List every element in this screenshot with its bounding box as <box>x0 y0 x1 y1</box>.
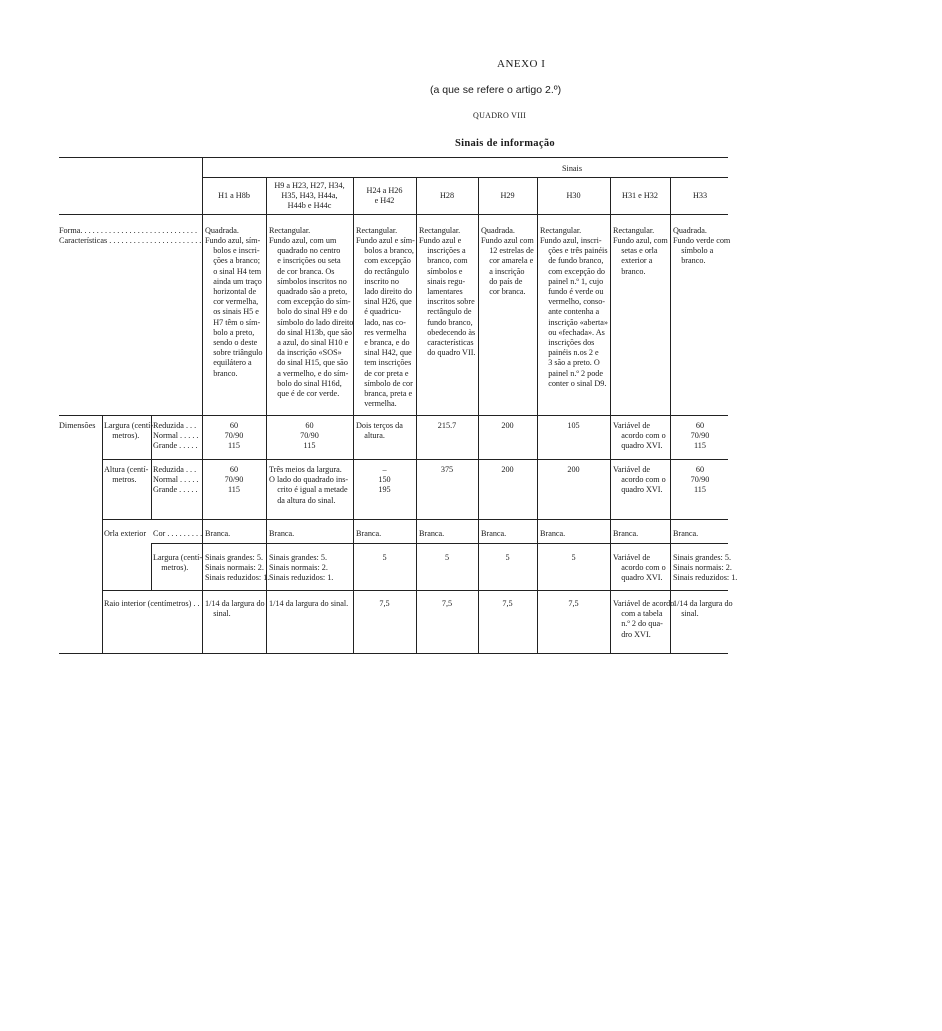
row-label-cor: Cor . . . . . . . . . <box>153 529 203 538</box>
row-label-orla-exterior: Orla exterior <box>104 529 147 538</box>
cell-forma: Rectangular. <box>356 226 398 235</box>
cell-altura: 150 <box>378 475 391 484</box>
cell-altura: Variável de acordo com o quadro XVI. <box>613 465 666 495</box>
cell-caracteristicas: Fundo azul, sím- bolos e inscri- ções a branco; o sinal H4 tem ainda um traço horizontal de cor vermelha, os sinais H5 e H7 têm o sím- bolo a preto, sendo o deste sobre triângulo equilátero a branco. <box>205 236 263 378</box>
cell-orla-largura: 5 <box>444 553 450 562</box>
header-bottom-border <box>59 214 728 215</box>
col-divider <box>537 177 538 653</box>
cell-orla-largura: Sinais grandes: 5. Sinais normais: 2. Sinais reduzidos: 1. <box>269 553 334 583</box>
cell-largura: 60 <box>695 421 705 430</box>
cell-altura: 70/90 <box>224 475 244 484</box>
cell-cor: Branca. <box>269 529 295 538</box>
cell-largura: 70/90 <box>300 431 319 440</box>
table-top-border <box>59 157 728 158</box>
row-label-forma: Forma. . . . . . . . . . . . . . . . . . . . . . . . . . . . . <box>59 226 198 235</box>
cell-orla-largura: 5 <box>382 553 387 562</box>
cell-forma: Quadrada. <box>205 226 239 235</box>
group-header-sinais: Sinais <box>561 164 583 173</box>
cell-altura: Três meios da largura. O lado do quadrado ins- crito é igual a metade da altura do sinal. <box>269 465 349 505</box>
row-label-dimensoes: Dimensões <box>59 421 96 430</box>
size-label: Reduzida . . . <box>153 421 197 430</box>
cell-altura: 60 <box>229 465 239 474</box>
row-label-altura: Altura (centí- metros. <box>104 465 149 485</box>
cell-cor: Branca. <box>481 529 507 538</box>
cell-raio: 1/14 da largura do sinal. <box>269 599 349 608</box>
cell-largura: Variável de acordo com o quadro XVI. <box>613 421 666 451</box>
column-header: H24 a H26 e H42 <box>366 186 403 205</box>
row-label-largura: Largura (centí- metros). <box>104 421 154 441</box>
cell-altura: 375 <box>440 465 454 474</box>
annex-reference: (a que se refere o artigo 2.º) <box>430 84 562 96</box>
cell-largura: 115 <box>303 441 316 450</box>
col-divider <box>478 177 479 653</box>
group-header-underline <box>202 177 728 178</box>
cell-altura: 195 <box>378 485 391 494</box>
label-divider <box>151 543 152 590</box>
column-header: H28 <box>439 191 455 200</box>
cell-caracteristicas: Fundo azul, com um quadrado no centro e inscrições ou seta de cor branca. Os símbolos inscritos no quadrado são a preto, com excepção do sím- bolo do sinal H9 e do símbolo do lado direito do sinal H13b, que são a azul, do sinal H10 e da inscrição «SOS» do sinal H15, que são a vermelho, e do sím- bolo do sinal H16d, que é de cor verde. <box>269 236 354 399</box>
table-subtitle: Sinais de informação <box>455 138 555 149</box>
column-header: H33 <box>692 191 708 200</box>
cell-forma: Rectangular. <box>269 226 311 235</box>
cell-largura: 60 <box>305 421 314 430</box>
cell-largura: 115 <box>694 441 706 450</box>
cell-largura: 115 <box>228 441 240 450</box>
size-label: Grande . . . . . <box>153 441 198 450</box>
cell-raio: Variável de acordo com a tabela n.º 2 do qua- dro XVI. <box>613 599 675 639</box>
cell-altura: 200 <box>567 465 580 474</box>
row-label-orla-largura: Largura (centí- metros). <box>153 553 203 573</box>
cell-raio: 7,5 <box>441 599 453 608</box>
cell-caracteristicas: Fundo azul com 12 estrelas de cor amarela e a inscrição do país de cor branca. <box>481 236 534 297</box>
cell-forma: Quadrada. <box>673 226 707 235</box>
cell-orla-largura: Sinais grandes: 5. Sinais normais: 2. Sinais reduzidos: 1. <box>205 553 270 583</box>
row-divider <box>151 543 728 544</box>
col-divider <box>416 177 417 653</box>
cell-cor: Branca. <box>540 529 566 538</box>
cell-forma: Rectangular. <box>613 226 655 235</box>
cell-raio: 7,5 <box>502 599 513 608</box>
row-divider <box>102 519 728 520</box>
row-divider <box>59 415 728 416</box>
cell-raio: 7,5 <box>568 599 579 608</box>
cell-largura: 105 <box>567 421 580 430</box>
row-label-caracteristicas: Características . . . . . . . . . . . . . . . . . . . . . . . <box>59 236 202 245</box>
cell-orla-largura: Variável de acordo com o quadro XVI. <box>613 553 666 583</box>
column-header: H1 a H8b <box>218 191 250 200</box>
cell-orla-largura: 5 <box>505 553 510 562</box>
cell-altura: 60 <box>695 465 705 474</box>
col-divider <box>670 177 671 653</box>
cell-cor: Branca. <box>419 529 445 538</box>
cell-altura: 200 <box>501 465 514 474</box>
column-header: H29 <box>500 191 515 200</box>
cell-largura: 70/90 <box>690 431 710 440</box>
column-header: H9 a H23, H27, H34, H35, H43, H44a, H44b e H44c <box>274 181 345 210</box>
cell-cor: Branca. <box>613 529 639 538</box>
cell-raio: 1/14 da largura do sinal. <box>673 599 733 619</box>
cell-largura: 60 <box>229 421 239 430</box>
annex-title: ANEXO I <box>497 58 546 70</box>
cell-altura: – <box>382 465 387 474</box>
cell-cor: Branca. <box>356 529 382 538</box>
quadro-title: QUADRO VIII <box>473 111 527 120</box>
label-divider <box>102 415 103 653</box>
column-header: H30 <box>566 191 581 200</box>
row-label-raio-interior: Raio interior (centímetros) . . . <box>104 599 204 608</box>
size-label: Normal . . . . . <box>153 475 199 484</box>
cell-forma: Quadrada. <box>481 226 515 235</box>
cell-caracteristicas: Fundo azul, inscri- ções e três painéis de fundo branco, com excepção do painel n.º 1, cujo fundo é verde ou vermelho, conso- ante contenha a inscrição «aberta» ou «fechada». As inscrições dos painéis n.os 2 e 3 são a preto. O painel n.º 2 pode conter o sinal D9. <box>540 236 608 388</box>
cell-altura: 115 <box>228 485 240 494</box>
cell-caracteristicas: Fundo azul, com setas e orla exterior a branco. <box>613 236 668 276</box>
size-label: Grande . . . . . <box>153 485 198 494</box>
table-bottom-border <box>59 653 728 654</box>
size-label: Normal . . . . . <box>153 431 199 440</box>
cell-forma: Rectangular. <box>419 226 461 235</box>
row-divider <box>102 590 728 591</box>
cell-orla-largura: Sinais grandes: 5. Sinais normais: 2. Sinais reduzidos: 1. <box>673 553 738 583</box>
cell-cor: Branca. <box>673 529 699 538</box>
cell-raio: 7,5 <box>379 599 390 608</box>
cell-forma: Rectangular. <box>540 226 582 235</box>
row-divider <box>102 459 728 460</box>
cell-altura: 115 <box>694 485 706 494</box>
cell-largura: 70/90 <box>224 431 244 440</box>
cell-largura: 200 <box>501 421 514 430</box>
col-divider <box>610 177 611 653</box>
cell-raio: 1/14 da largura do sinal. <box>205 599 265 619</box>
cell-caracteristicas: Fundo verde com símbolo a branco. <box>673 236 731 266</box>
cell-orla-largura: 5 <box>571 553 576 562</box>
column-header: H31 e H32 <box>622 191 658 200</box>
cell-caracteristicas: Fundo azul e sím- bolos a branco, com excepção do rectângulo inscrito no lado direito do sinal H26, que é quadricu- lado, nas co- res vermelha e branca, e do sinal H42, que tem inscrições de cor preta e símbolo de cor branca, preta e vermelha. <box>356 236 415 409</box>
col-divider <box>202 157 203 653</box>
cell-largura: Dois terços da altura. <box>356 421 403 441</box>
cell-largura: 215.7 <box>437 421 457 430</box>
cell-caracteristicas: Fundo azul e inscrições a branco, com símbolos e sinais regu- lamentares inscritos sobre rectângulo de fundo branco, obedecendo às características do quadro VII. <box>419 236 476 358</box>
size-label: Reduzida . . . <box>153 465 197 474</box>
cell-cor: Branca. <box>205 529 231 538</box>
cell-altura: 70/90 <box>690 475 710 484</box>
